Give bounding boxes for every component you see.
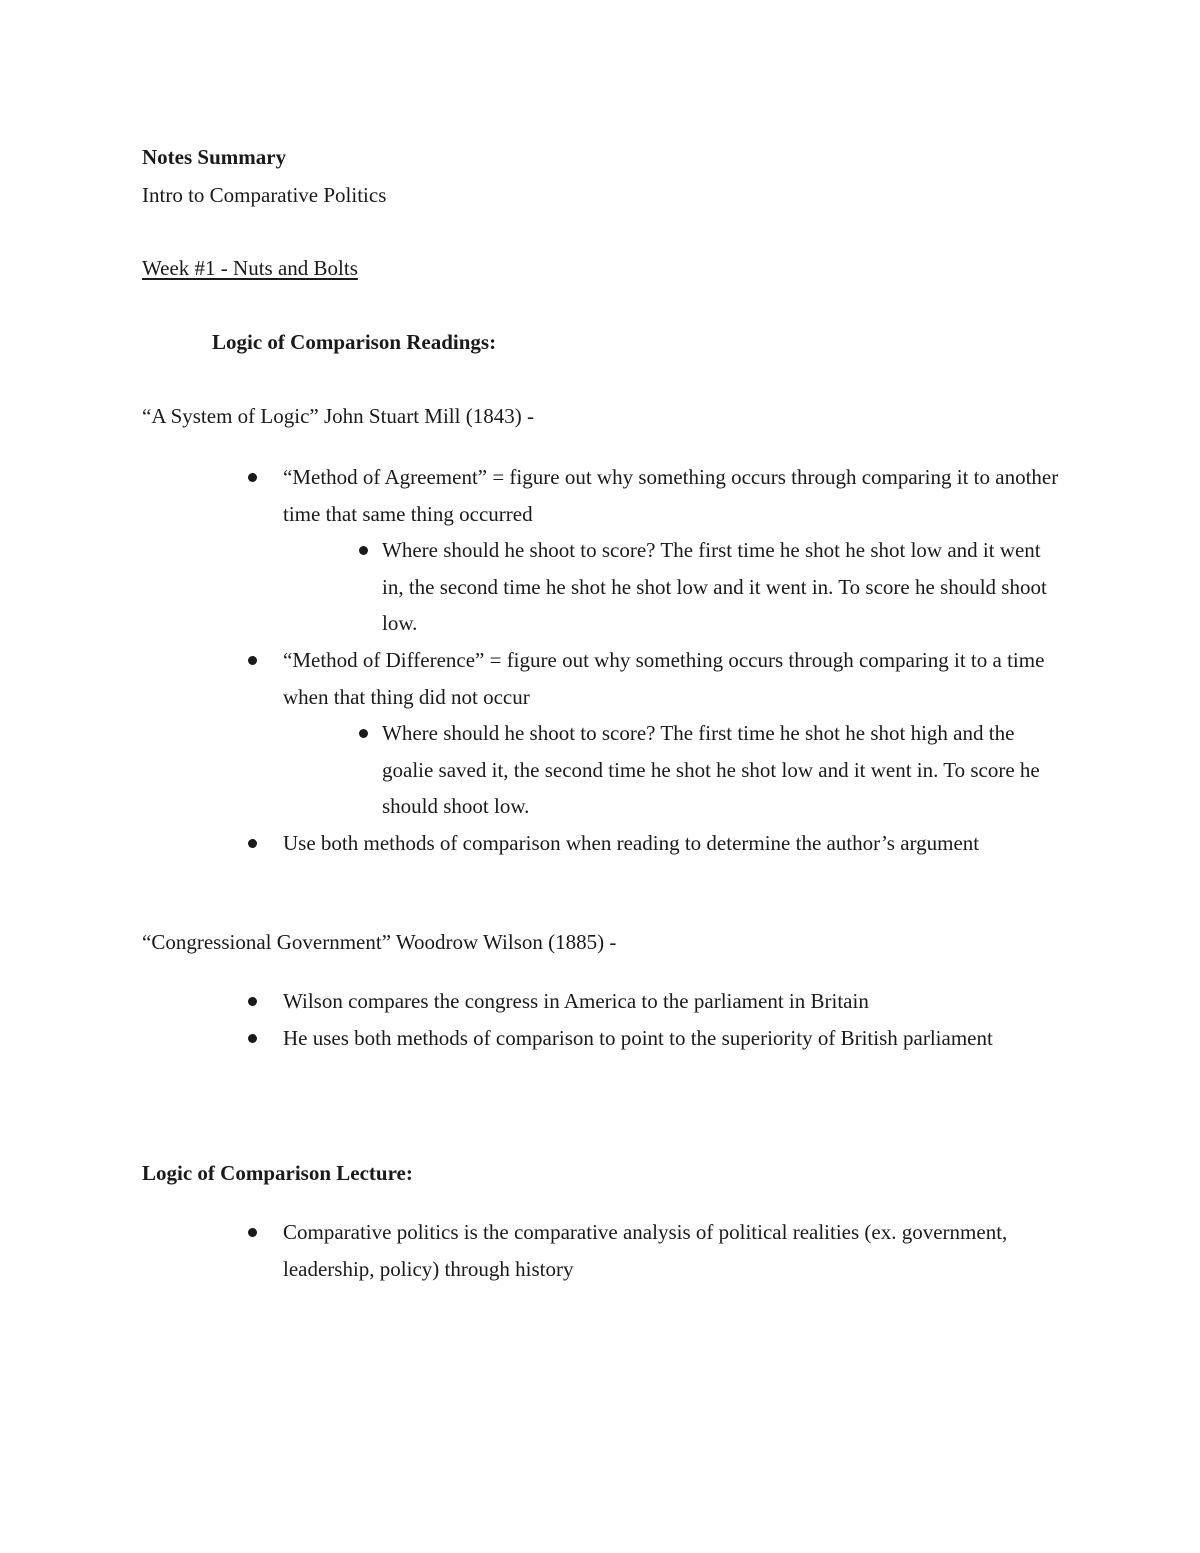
week-heading: Week #1 - Nuts and Bolts: [142, 256, 358, 280]
list-item: [242, 825, 1062, 862]
mill-citation: “A System of Logic” John Stuart Mill (1843) -: [142, 404, 534, 428]
list-item: [353, 532, 1063, 642]
lecture-bullet-list: [242, 1214, 1062, 1287]
bullet-text: Where should he shoot to score? The first time he shot he shot low and it went in, the second time he shot he shot low and it went in. To score he should shoot low.: [382, 538, 1047, 636]
list-item: [242, 1214, 1062, 1287]
list-item: [242, 459, 1062, 642]
mill-bullet-list: [242, 459, 1062, 862]
list-item: [353, 715, 1063, 825]
list-item: [242, 1020, 1062, 1057]
bullet-text: Wilson compares the congress in America to the parliament in Britain: [283, 989, 869, 1013]
wilson-bullet-list: [242, 983, 1062, 1056]
lecture-heading: Logic of Comparison Lecture:: [142, 1161, 413, 1185]
wilson-citation: “Congressional Government” Woodrow Wilson (1885) -: [142, 930, 617, 954]
doc-title: Notes Summary: [142, 145, 287, 169]
bullet-text: “Method of Agreement” = figure out why something occurs through comparing it to another time that same thing occurred: [283, 465, 1059, 526]
list-item: [242, 642, 1062, 825]
list-item: [242, 983, 1062, 1020]
bullet-text: Use both methods of comparison when reading to determine the author’s argument: [283, 830, 980, 855]
bullet-text: He uses both methods of comparison to point to the superiority of British parliament: [283, 1025, 993, 1050]
bullet-text: Comparative politics is the comparative analysis of political realities (ex. government, leadership, policy) through history: [283, 1220, 1008, 1281]
bullet-text: “Method of Difference” = figure out why something occurs through comparing it to a time when that thing did not occur: [283, 647, 1045, 709]
bullet-text: Where should he shoot to score? The first time he shot he shot high and the goalie saved it, the second time he shot he shot low and it went in. To score he should shoot low.: [382, 721, 1040, 819]
sub-bullet-list: [312, 532, 1047, 642]
course-name: Intro to Comparative Politics: [142, 183, 387, 207]
readings-heading: Logic of Comparison Readings:: [212, 330, 497, 354]
sub-bullet-list: [312, 715, 1040, 825]
